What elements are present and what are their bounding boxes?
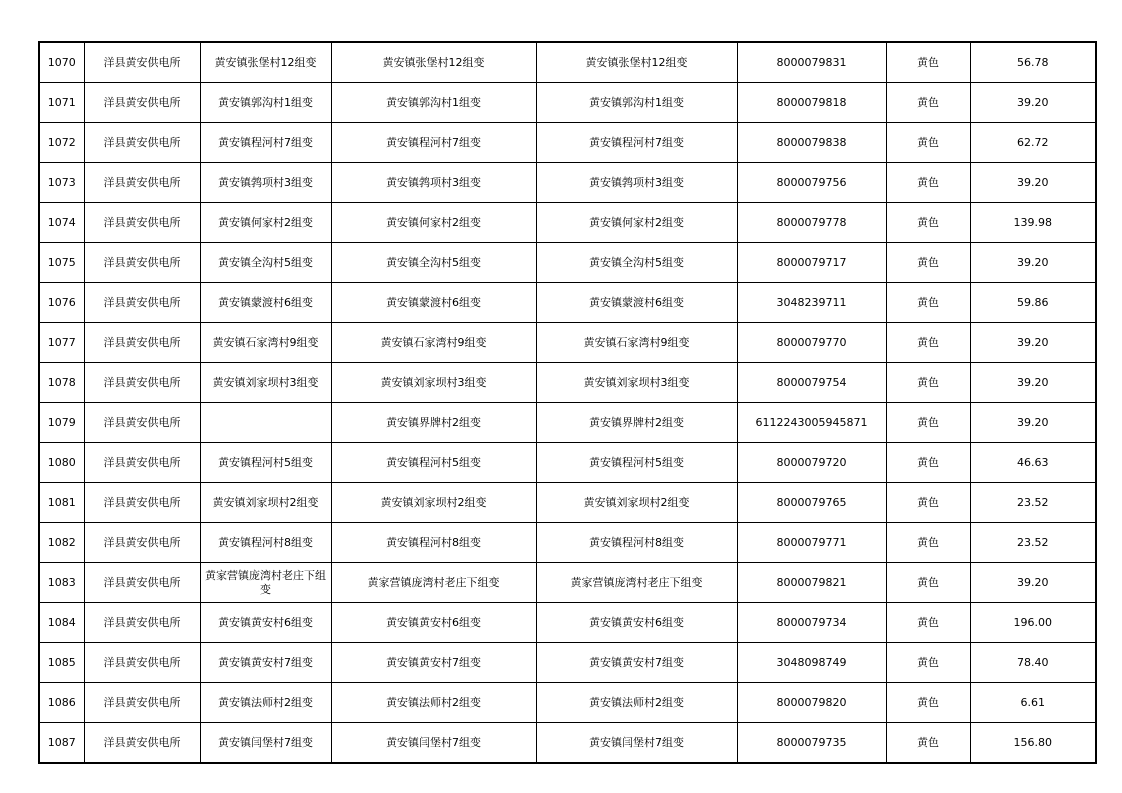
cell-name-1: 黄安镇刘家坝村3组变 [200, 363, 331, 403]
cell-office: 洋县黄安供电所 [84, 643, 200, 683]
table-row [39, 42, 1096, 83]
table-row [39, 723, 1096, 764]
cell-name-1: 黄安镇蒙渡村6组变 [200, 283, 331, 323]
table-row [39, 683, 1096, 723]
cell-office: 洋县黄安供电所 [84, 523, 200, 563]
table-row [39, 363, 1096, 403]
cell-color: 黄色 [886, 283, 970, 323]
cell-name-2: 黄安镇全沟村5组变 [331, 243, 536, 283]
cell-code: 8000079771 [737, 523, 886, 563]
cell-name-3: 黄安镇鹁项村3组变 [536, 163, 737, 203]
cell-index: 1082 [39, 523, 84, 563]
table-row [39, 123, 1096, 163]
cell-name-2: 黄安镇黄安村7组变 [331, 643, 536, 683]
cell-office: 洋县黄安供电所 [84, 163, 200, 203]
cell-name-3: 黄安镇法师村2组变 [536, 683, 737, 723]
cell-name-1: 黄安镇何家村2组变 [200, 203, 331, 243]
cell-code: 3048098749 [737, 643, 886, 683]
cell-color: 黄色 [886, 42, 970, 83]
cell-color: 黄色 [886, 243, 970, 283]
cell-name-1: 黄安镇黄安村6组变 [200, 603, 331, 643]
cell-code: 8000079821 [737, 563, 886, 603]
cell-name-3: 黄安镇闫堡村7组变 [536, 723, 737, 764]
cell-color: 黄色 [886, 163, 970, 203]
cell-office: 洋县黄安供电所 [84, 563, 200, 603]
table-row [39, 323, 1096, 363]
cell-index: 1070 [39, 42, 84, 83]
cell-color: 黄色 [886, 203, 970, 243]
cell-code: 8000079754 [737, 363, 886, 403]
cell-code: 8000079770 [737, 323, 886, 363]
cell-color: 黄色 [886, 483, 970, 523]
cell-name-3: 黄安镇程河村5组变 [536, 443, 737, 483]
table-row [39, 83, 1096, 123]
table-row [39, 443, 1096, 483]
cell-name-3: 黄安镇黄安村7组变 [536, 643, 737, 683]
table-row [39, 403, 1096, 443]
table-row [39, 483, 1096, 523]
cell-name-2: 黄安镇刘家坝村2组变 [331, 483, 536, 523]
cell-amount: 59.86 [970, 283, 1096, 323]
cell-name-1: 黄安镇程河村7组变 [200, 123, 331, 163]
cell-index: 1087 [39, 723, 84, 764]
cell-name-3: 黄安镇何家村2组变 [536, 203, 737, 243]
cell-name-2: 黄安镇石家湾村9组变 [331, 323, 536, 363]
cell-office: 洋县黄安供电所 [84, 323, 200, 363]
cell-amount: 196.00 [970, 603, 1096, 643]
cell-name-1: 黄安镇全沟村5组变 [200, 243, 331, 283]
cell-code: 6112243005945871 [737, 403, 886, 443]
cell-name-1: 黄安镇闫堡村7组变 [200, 723, 331, 764]
cell-code: 8000079778 [737, 203, 886, 243]
cell-name-1: 黄安镇张堡村12组变 [200, 42, 331, 83]
cell-name-1: 黄安镇鹁项村3组变 [200, 163, 331, 203]
cell-index: 1083 [39, 563, 84, 603]
cell-amount: 23.52 [970, 483, 1096, 523]
cell-office: 洋县黄安供电所 [84, 42, 200, 83]
cell-amount: 39.20 [970, 323, 1096, 363]
cell-color: 黄色 [886, 443, 970, 483]
cell-name-2: 黄安镇界牌村2组变 [331, 403, 536, 443]
cell-index: 1074 [39, 203, 84, 243]
cell-color: 黄色 [886, 643, 970, 683]
cell-name-2: 黄安镇郭沟村1组变 [331, 83, 536, 123]
cell-name-2: 黄安镇蒙渡村6组变 [331, 283, 536, 323]
table-body [39, 42, 1096, 763]
cell-name-1: 黄安镇石家湾村9组变 [200, 323, 331, 363]
cell-office: 洋县黄安供电所 [84, 683, 200, 723]
cell-amount: 39.20 [970, 163, 1096, 203]
cell-name-3: 黄安镇蒙渡村6组变 [536, 283, 737, 323]
cell-color: 黄色 [886, 603, 970, 643]
cell-color: 黄色 [886, 723, 970, 764]
cell-index: 1084 [39, 603, 84, 643]
cell-name-1: 黄安镇程河村8组变 [200, 523, 331, 563]
cell-code: 8000079818 [737, 83, 886, 123]
cell-office: 洋县黄安供电所 [84, 243, 200, 283]
cell-amount: 39.20 [970, 563, 1096, 603]
cell-office: 洋县黄安供电所 [84, 723, 200, 764]
cell-amount: 39.20 [970, 403, 1096, 443]
cell-index: 1081 [39, 483, 84, 523]
cell-name-3: 黄安镇界牌村2组变 [536, 403, 737, 443]
cell-index: 1077 [39, 323, 84, 363]
cell-code: 8000079735 [737, 723, 886, 764]
table-row [39, 243, 1096, 283]
cell-name-3: 黄安镇程河村7组变 [536, 123, 737, 163]
cell-index: 1071 [39, 83, 84, 123]
cell-name-1: 黄家营镇庞湾村老庄下组变 [200, 563, 331, 603]
cell-amount: 56.78 [970, 42, 1096, 83]
cell-amount: 23.52 [970, 523, 1096, 563]
cell-name-3: 黄安镇黄安村6组变 [536, 603, 737, 643]
cell-name-3: 黄安镇张堡村12组变 [536, 42, 737, 83]
cell-name-1: 黄安镇黄安村7组变 [200, 643, 331, 683]
cell-office: 洋县黄安供电所 [84, 83, 200, 123]
cell-amount: 78.40 [970, 643, 1096, 683]
cell-name-3: 黄安镇石家湾村9组变 [536, 323, 737, 363]
cell-name-3: 黄安镇全沟村5组变 [536, 243, 737, 283]
cell-name-2: 黄安镇鹁项村3组变 [331, 163, 536, 203]
cell-office: 洋县黄安供电所 [84, 483, 200, 523]
cell-code: 8000079720 [737, 443, 886, 483]
cell-name-2: 黄安镇刘家坝村3组变 [331, 363, 536, 403]
cell-name-2: 黄安镇张堡村12组变 [331, 42, 536, 83]
cell-name-1: 黄安镇程河村5组变 [200, 443, 331, 483]
cell-name-3: 黄安镇刘家坝村2组变 [536, 483, 737, 523]
cell-index: 1075 [39, 243, 84, 283]
cell-amount: 46.63 [970, 443, 1096, 483]
cell-index: 1085 [39, 643, 84, 683]
cell-index: 1072 [39, 123, 84, 163]
table-row [39, 203, 1096, 243]
cell-name-2: 黄安镇黄安村6组变 [331, 603, 536, 643]
table-row [39, 643, 1096, 683]
cell-name-1: 黄安镇法师村2组变 [200, 683, 331, 723]
cell-code: 8000079831 [737, 42, 886, 83]
cell-color: 黄色 [886, 683, 970, 723]
cell-name-2: 黄安镇闫堡村7组变 [331, 723, 536, 764]
cell-index: 1086 [39, 683, 84, 723]
cell-name-2: 黄安镇法师村2组变 [331, 683, 536, 723]
cell-code: 8000079820 [737, 683, 886, 723]
cell-name-1 [200, 403, 331, 443]
cell-amount: 62.72 [970, 123, 1096, 163]
cell-code: 8000079756 [737, 163, 886, 203]
cell-amount: 139.98 [970, 203, 1096, 243]
cell-color: 黄色 [886, 563, 970, 603]
table-row [39, 563, 1096, 603]
cell-index: 1079 [39, 403, 84, 443]
cell-code: 3048239711 [737, 283, 886, 323]
cell-office: 洋县黄安供电所 [84, 363, 200, 403]
table-row [39, 523, 1096, 563]
data-table [38, 41, 1097, 764]
cell-amount: 39.20 [970, 363, 1096, 403]
cell-name-3: 黄家营镇庞湾村老庄下组变 [536, 563, 737, 603]
cell-code: 8000079765 [737, 483, 886, 523]
cell-amount: 39.20 [970, 83, 1096, 123]
cell-index: 1073 [39, 163, 84, 203]
cell-amount: 156.80 [970, 723, 1096, 764]
cell-name-2: 黄安镇何家村2组变 [331, 203, 536, 243]
cell-office: 洋县黄安供电所 [84, 603, 200, 643]
cell-office: 洋县黄安供电所 [84, 443, 200, 483]
cell-code: 8000079734 [737, 603, 886, 643]
cell-name-2: 黄安镇程河村8组变 [331, 523, 536, 563]
cell-office: 洋县黄安供电所 [84, 283, 200, 323]
cell-color: 黄色 [886, 523, 970, 563]
cell-color: 黄色 [886, 403, 970, 443]
cell-amount: 6.61 [970, 683, 1096, 723]
cell-index: 1080 [39, 443, 84, 483]
cell-code: 8000079838 [737, 123, 886, 163]
cell-office: 洋县黄安供电所 [84, 123, 200, 163]
cell-name-3: 黄安镇刘家坝村3组变 [536, 363, 737, 403]
cell-color: 黄色 [886, 123, 970, 163]
cell-amount: 39.20 [970, 243, 1096, 283]
cell-name-1: 黄安镇刘家坝村2组变 [200, 483, 331, 523]
cell-index: 1078 [39, 363, 84, 403]
table-row [39, 603, 1096, 643]
cell-color: 黄色 [886, 323, 970, 363]
cell-name-2: 黄家营镇庞湾村老庄下组变 [331, 563, 536, 603]
table-row [39, 283, 1096, 323]
cell-office: 洋县黄安供电所 [84, 403, 200, 443]
cell-office: 洋县黄安供电所 [84, 203, 200, 243]
cell-name-3: 黄安镇郭沟村1组变 [536, 83, 737, 123]
cell-name-3: 黄安镇程河村8组变 [536, 523, 737, 563]
cell-color: 黄色 [886, 363, 970, 403]
table-row [39, 163, 1096, 203]
cell-name-2: 黄安镇程河村7组变 [331, 123, 536, 163]
cell-name-2: 黄安镇程河村5组变 [331, 443, 536, 483]
cell-color: 黄色 [886, 83, 970, 123]
cell-name-1: 黄安镇郭沟村1组变 [200, 83, 331, 123]
cell-code: 8000079717 [737, 243, 886, 283]
cell-index: 1076 [39, 283, 84, 323]
